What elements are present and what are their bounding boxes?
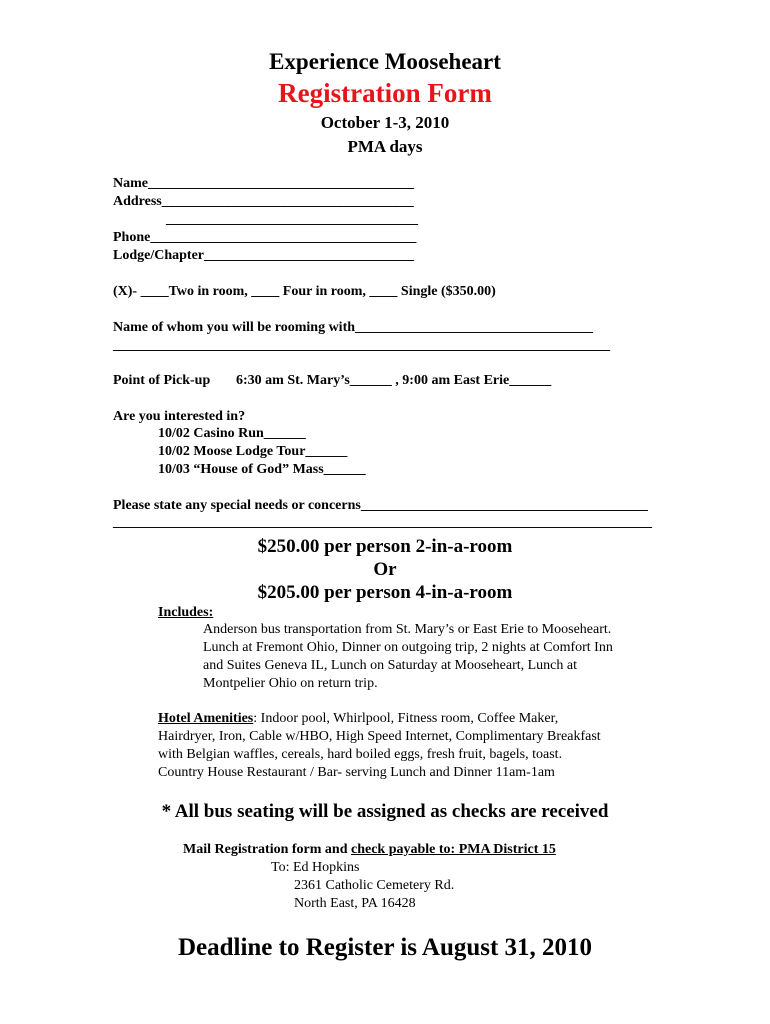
hotel-amenities-line: with Belgian waffles, cereals, hard boiled eggs, fresh fruit, bagels, toast. <box>158 747 563 762</box>
hotel-amenities-line: Hairdryer, Iron, Cable w/HBO, High Speed Internet, Complimentary Breakfast <box>158 729 601 744</box>
interest-moose-lodge-tour[interactable]: 10/02 Moose Lodge Tour______ <box>158 444 348 459</box>
mail-recipient: To: Ed Hopkins <box>271 860 360 875</box>
hotel-amenities-heading: Hotel Amenities <box>158 711 254 726</box>
event-title: Experience Mooseheart <box>269 49 501 74</box>
includes-line: Anderson bus transportation from St. Mary’s or East Erie to Mooseheart. <box>203 622 612 637</box>
pickup-options[interactable]: 6:30 am St. Mary’s______ , 9:00 am East Erie______ <box>236 373 552 388</box>
roommate-name-line-2[interactable]: _______________________________________________________________________ <box>113 338 610 353</box>
includes-heading: Includes: <box>158 605 214 620</box>
event-name: PMA days <box>347 137 423 156</box>
lodge-chapter-field[interactable]: Lodge/Chapter______________________________ <box>113 248 414 263</box>
includes-line: and Suites Geneva IL, Lunch on Saturday at Mooseheart, Lunch at <box>203 658 578 673</box>
price-two-in-room: $250.00 per person 2-in-a-room <box>257 536 513 557</box>
name-field[interactable]: Name______________________________________ <box>113 176 414 191</box>
interest-heading: Are you interested in? <box>113 409 246 424</box>
mail-city: North East, PA 16428 <box>294 896 416 911</box>
room-type-selection[interactable]: (X)- ____Two in room, ____ Four in room, ____ Single ($350.00) <box>113 284 496 299</box>
price-or: Or <box>373 559 397 580</box>
event-dates: October 1-3, 2010 <box>320 113 450 132</box>
address-line-2-field[interactable]: ____________________________________ <box>166 212 418 227</box>
mail-prefix: Mail Registration form and <box>183 842 351 857</box>
pickup-label: Point of Pick-up <box>113 373 211 388</box>
hotel-amenities-line: Country House Restaurant / Bar- serving Lunch and Dinner 11am-1am <box>158 765 555 780</box>
hotel-amenities-text: : Indoor pool, Whirlpool, Fitness room, Coffee Maker, <box>253 711 559 726</box>
interest-mass[interactable]: 10/03 “House of God” Mass______ <box>158 462 366 477</box>
roommate-name-field[interactable]: Name of whom you will be rooming with__________________________________ <box>113 320 594 335</box>
address-field[interactable]: Address____________________________________ <box>113 194 414 209</box>
phone-field[interactable]: Phone______________________________________ <box>113 230 417 245</box>
special-needs-line-2[interactable]: _____________________________________________________________________________ <box>113 515 652 530</box>
check-payable: check payable to: PMA District 15 <box>350 842 556 857</box>
price-four-in-room: $205.00 per person 4-in-a-room <box>257 582 513 603</box>
mail-instructions <box>183 842 556 858</box>
interest-casino-run[interactable]: 10/02 Casino Run______ <box>158 426 306 441</box>
mail-street: 2361 Catholic Cemetery Rd. <box>294 878 455 893</box>
special-needs-field[interactable]: Please state any special needs or concerns_________________________________________ <box>113 498 648 513</box>
deadline-notice: Deadline to Register is August 31, 2010 <box>177 934 593 961</box>
bus-seating-notice: * All bus seating will be assigned as checks are received <box>161 801 609 822</box>
includes-line: Montpelier Ohio on return trip. <box>203 676 378 691</box>
form-title: Registration Form <box>278 78 492 108</box>
includes-line: Lunch at Fremont Ohio, Dinner on outgoing trip, 2 nights at Comfort Inn <box>203 640 613 655</box>
hotel-amenities-line <box>158 711 558 727</box>
